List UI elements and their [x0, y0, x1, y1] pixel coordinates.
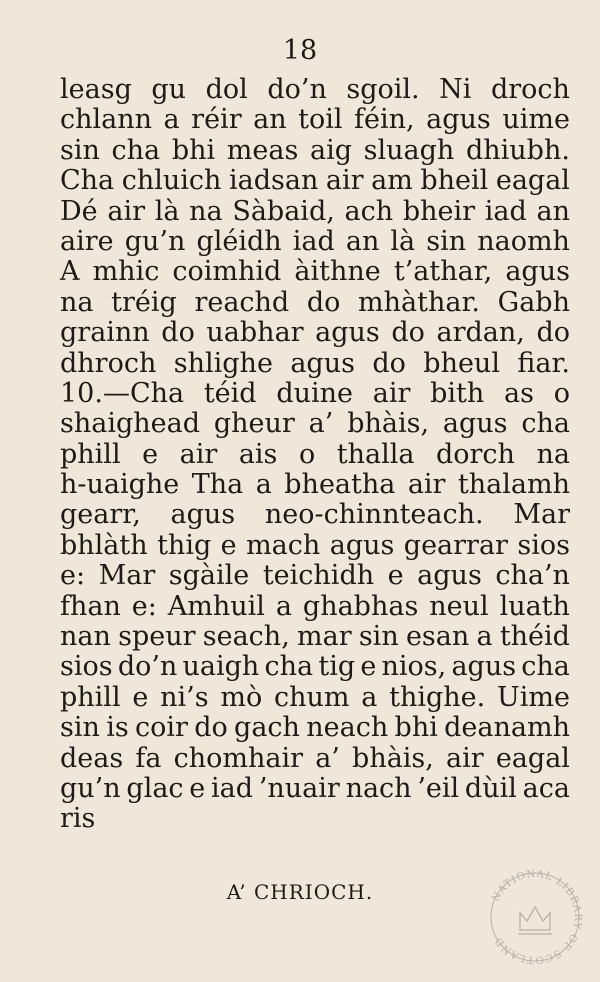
word: thalamh — [457, 469, 570, 501]
word: deanamh — [444, 712, 570, 744]
word: fiar. — [517, 347, 570, 379]
word: uime — [502, 104, 570, 136]
text-line — [60, 379, 570, 409]
word: e: — [131, 590, 157, 622]
text-line — [60, 318, 570, 348]
word: air — [107, 195, 145, 227]
word: grainn — [60, 317, 150, 349]
word: thalla — [336, 438, 415, 470]
word: e — [360, 651, 377, 683]
word: bhi — [171, 134, 216, 166]
word: e — [142, 438, 159, 470]
word: gu’n — [60, 772, 121, 804]
text-line — [60, 592, 570, 622]
word: bheatha — [284, 469, 396, 501]
body-text — [60, 75, 570, 835]
word: sluagh — [363, 134, 455, 166]
word: Tha — [191, 469, 244, 501]
word: do — [391, 317, 425, 349]
word: air — [179, 438, 218, 470]
text-line — [60, 683, 570, 713]
word: dol — [205, 74, 248, 105]
word: bheul — [423, 347, 500, 379]
word: leasg — [60, 74, 132, 105]
word: chomhair — [173, 742, 304, 774]
crown-icon — [518, 907, 552, 934]
text-line — [60, 409, 570, 439]
word: bhlàth — [60, 529, 148, 561]
word: ardan, — [436, 317, 525, 349]
text-line — [60, 500, 570, 530]
word: Gabh — [497, 286, 570, 318]
text-line — [60, 470, 570, 500]
word: toil — [298, 104, 343, 136]
word: teichidh — [262, 560, 375, 592]
word: as — [504, 377, 534, 409]
word: t’athar, — [393, 256, 493, 288]
word: agus — [451, 651, 517, 683]
word: neo-chinnteach. — [264, 499, 484, 531]
word: téid — [203, 377, 257, 409]
stamp-text: NATIONAL LIBRARY OF SCOTLAND — [490, 868, 584, 966]
word: a — [476, 621, 493, 653]
word: na — [60, 286, 94, 318]
word: agus — [426, 104, 491, 136]
ending-heading: A’ CHRIOCH. — [226, 880, 374, 904]
word: A — [60, 256, 80, 288]
word: air — [325, 165, 364, 197]
word: o — [553, 377, 570, 409]
word: an — [345, 225, 380, 257]
word: agus — [290, 347, 355, 379]
word: air — [372, 377, 411, 409]
text-line — [60, 349, 570, 379]
text-line — [60, 652, 570, 682]
word: cha — [111, 134, 161, 166]
text-line — [60, 804, 570, 834]
word: a’ — [308, 408, 334, 440]
word: sios — [60, 651, 113, 683]
word: cha’n — [495, 560, 570, 592]
word: aig — [309, 134, 353, 166]
word: dhiubh. — [465, 134, 570, 166]
text-line — [60, 136, 570, 166]
word: duine — [276, 377, 353, 409]
text-line — [60, 166, 570, 196]
word: tréig — [111, 286, 177, 318]
word: deas — [60, 742, 124, 774]
word: Ni — [439, 74, 472, 105]
word: cha — [521, 651, 570, 683]
word: aca — [522, 772, 570, 804]
word: gearrar — [403, 529, 508, 561]
word: mar — [297, 621, 352, 653]
word: agus — [417, 560, 482, 592]
word: ghabhas — [302, 590, 419, 622]
word: àithne — [294, 256, 381, 288]
word: sgoil. — [346, 74, 420, 105]
word: do — [194, 712, 228, 744]
library-stamp — [480, 855, 590, 975]
word: a — [361, 681, 378, 713]
text-line — [60, 774, 570, 804]
word: a — [255, 469, 272, 501]
word: air — [407, 469, 446, 501]
word: gu — [151, 74, 187, 105]
word: fa — [135, 742, 162, 774]
word: reachd — [194, 286, 290, 318]
word: gu’n — [124, 225, 186, 257]
word: mhàthar. — [358, 286, 480, 318]
word: fhan — [60, 590, 121, 622]
word: an — [536, 195, 570, 227]
word: naomh — [477, 225, 570, 257]
word: cha — [264, 651, 314, 683]
word: agus — [315, 317, 380, 349]
word: chluich — [121, 165, 222, 197]
word: o — [298, 438, 316, 470]
word: dorch — [435, 438, 515, 470]
word: chlann — [60, 104, 153, 136]
word: e — [132, 681, 149, 713]
word: gléidh — [196, 225, 282, 257]
word: a’ — [315, 742, 340, 774]
word: iadsan — [228, 165, 319, 197]
word: là — [154, 195, 180, 227]
word: iad — [211, 772, 254, 804]
word: bheil — [420, 165, 489, 197]
word: e — [387, 560, 404, 592]
text-line — [60, 440, 570, 470]
word: sin — [426, 225, 467, 257]
word: Uime — [497, 681, 570, 713]
word: agus — [442, 408, 508, 440]
word: coir — [134, 712, 188, 744]
word: tig — [318, 651, 356, 683]
word: ris — [60, 803, 96, 835]
word: e: — [60, 560, 86, 592]
word: iad — [292, 225, 335, 257]
word: bhi — [394, 712, 438, 744]
word: mò — [220, 681, 263, 713]
text-line — [60, 561, 570, 591]
text-line — [60, 105, 570, 135]
word: dhroch — [60, 347, 157, 379]
word: chum — [273, 681, 350, 713]
word: coimhid — [172, 256, 282, 288]
page-number: 18 — [282, 35, 318, 66]
word: thig — [157, 529, 212, 561]
word: neul — [429, 590, 489, 622]
word: do’n — [267, 74, 327, 105]
text-line — [60, 744, 570, 774]
word: an — [253, 104, 287, 136]
word: là — [390, 225, 416, 257]
word: do — [161, 317, 195, 349]
word: gach — [234, 712, 300, 744]
word: meas — [226, 134, 299, 166]
word: am — [371, 165, 413, 197]
word: shlighe — [173, 347, 273, 379]
word: a — [275, 590, 292, 622]
word: phill — [60, 438, 121, 470]
word: cha — [521, 408, 570, 440]
word: shaighead — [60, 408, 201, 440]
word: sios — [517, 529, 570, 561]
word: ’eil — [417, 772, 460, 804]
word: phill — [60, 681, 121, 713]
word: sin — [60, 712, 100, 744]
word: sgàile — [168, 560, 250, 592]
word: air — [446, 742, 484, 774]
word: thighe. — [389, 681, 486, 713]
word: bhàis, — [347, 408, 430, 440]
word: théid — [499, 621, 570, 653]
word: do — [536, 317, 570, 349]
word: 10.—Cha — [60, 377, 185, 409]
word: luath — [499, 590, 570, 622]
word: Mar — [513, 499, 570, 531]
word: nan — [60, 621, 111, 653]
word: gheur — [213, 408, 295, 440]
word: Sàbaid, — [232, 195, 335, 227]
word: esan — [405, 621, 470, 653]
word: a — [163, 104, 180, 136]
word: ais — [238, 438, 278, 470]
word: uabhar — [206, 317, 304, 349]
text-line — [60, 197, 570, 227]
word: bith — [430, 377, 485, 409]
text-line — [60, 75, 570, 105]
word: mhic — [92, 256, 160, 288]
word: neach — [306, 712, 389, 744]
word: Amhuil — [167, 590, 265, 622]
word: nios, — [381, 651, 447, 683]
word: na — [189, 195, 223, 227]
text-line — [60, 531, 570, 561]
word: do’n — [117, 651, 178, 683]
word: Mar — [98, 560, 156, 592]
word: speur — [118, 621, 196, 653]
word: is — [106, 712, 129, 744]
word: agus — [329, 529, 395, 561]
text-line — [60, 227, 570, 257]
word: ’nuair — [258, 772, 340, 804]
word: agus — [505, 256, 570, 288]
word: mach — [246, 529, 321, 561]
text-line — [60, 257, 570, 287]
word: do — [306, 286, 341, 318]
word: eagal — [495, 742, 570, 774]
word: Dé — [60, 195, 98, 227]
text-line — [60, 288, 570, 318]
word: dùil — [464, 772, 517, 804]
word: bhàis, — [352, 742, 434, 774]
word: na — [536, 438, 570, 470]
word: nach — [345, 772, 412, 804]
word: agus — [170, 499, 236, 531]
word: e — [220, 529, 237, 561]
text-line — [60, 713, 570, 743]
word: seach, — [202, 621, 290, 653]
word: réir — [191, 104, 242, 136]
word: glac — [126, 772, 184, 804]
word: Cha — [60, 165, 115, 197]
text-line — [60, 622, 570, 652]
word: eagal — [495, 165, 570, 197]
word: do — [372, 347, 406, 379]
word: ni’s — [160, 681, 209, 713]
word: aire — [60, 225, 114, 257]
word: sin — [358, 621, 399, 653]
word: h-uaighe — [60, 469, 180, 501]
word: ach — [344, 195, 394, 227]
word: e — [189, 772, 206, 804]
word: droch — [490, 74, 570, 105]
word: uaigh — [182, 651, 260, 683]
word: gearr, — [60, 499, 141, 531]
word: bheir — [402, 195, 476, 227]
word: sin — [60, 134, 100, 166]
word: féin, — [354, 104, 415, 136]
word: iad — [484, 195, 527, 227]
